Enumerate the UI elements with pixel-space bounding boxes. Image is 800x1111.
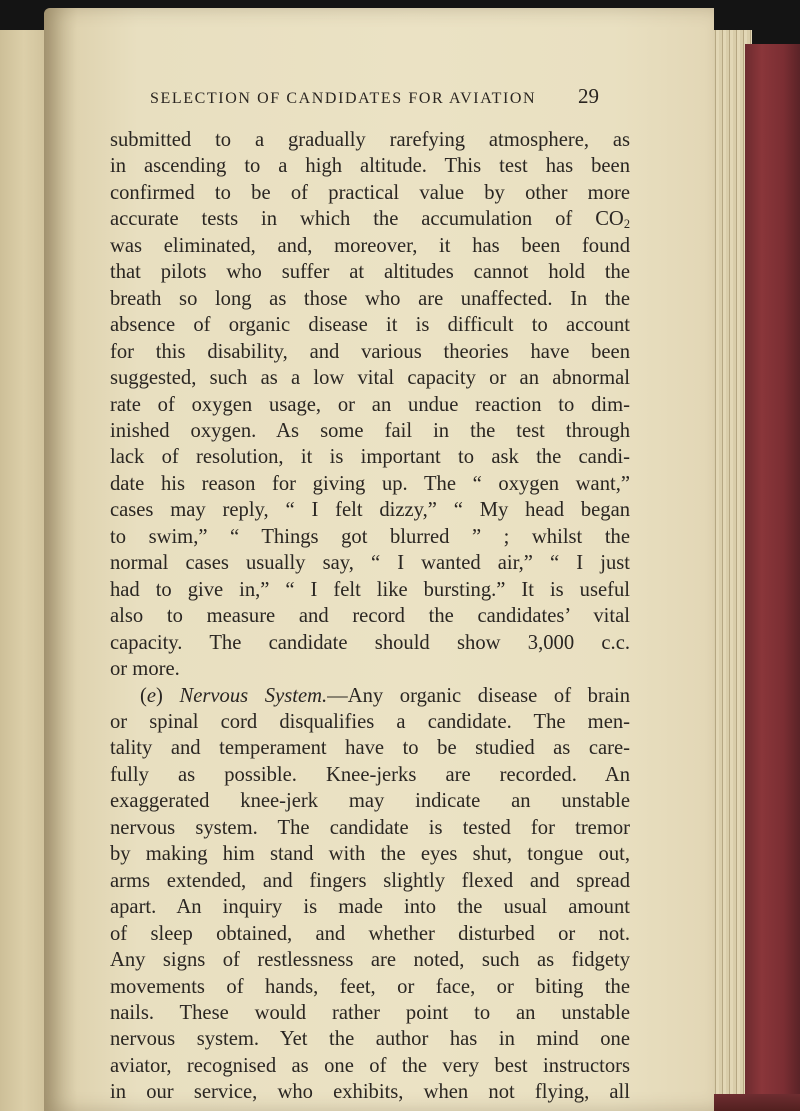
text-line: [110, 206, 630, 232]
running-head: SELECTION OF CANDIDATES FOR AVIATION: [150, 90, 537, 107]
text-line: by making him stand with the eyes shut, tongue out,: [110, 843, 630, 866]
text-fragment: —Any organic disease of brain: [327, 684, 630, 707]
text-line: inished oxygen. As some fail in the test through: [110, 419, 630, 442]
text-line: breath so long as those who are unaffected. In the: [110, 287, 630, 310]
text-line: was eliminated, and, moreover, it has been found: [110, 234, 630, 257]
text-fragment: accurate tests in which the accumulation of CO: [110, 208, 624, 231]
text-line: of sleep obtained, and whether disturbed or not.: [110, 922, 630, 945]
text-line: nervous system. The candidate is tested for tremor: [110, 816, 630, 839]
text-line: in our service, who exhibits, when not flying, all: [110, 1081, 630, 1104]
text-line: for this disability, and various theories have been: [110, 340, 630, 363]
section-title: Nervous System.: [179, 684, 328, 707]
text-line: or more.: [110, 658, 180, 681]
text-line: submitted to a gradually rarefying atmosphere, as: [110, 129, 630, 151]
body-text: [110, 127, 630, 1106]
text-line: movements of hands, feet, or face, or biting the: [110, 975, 630, 998]
text-line: fully as possible. Knee-jerks are recorded. An: [110, 763, 630, 786]
text-line: cases may reply, “ I felt dizzy,” “ My head began: [110, 499, 630, 522]
text-line: suggested, such as a low vital capacity or an abnormal: [110, 367, 630, 390]
text-line: exaggerated knee-jerk may indicate an unstable: [110, 790, 630, 813]
text-line: nails. These would rather point to an unstable: [110, 1001, 630, 1024]
text-line: aviator, recognised as one of the very best instructors: [110, 1054, 630, 1077]
text-line: that pilots who suffer at altitudes cannot hold the: [110, 261, 630, 284]
book-cover: [745, 44, 800, 1111]
section-heading-line: [110, 683, 630, 709]
text-line: had to give in,” “ I felt like bursting.” It is useful: [110, 578, 630, 601]
text-line: absence of organic disease it is difficult to account: [110, 314, 630, 337]
text-line: tality and temperament have to be studied as care-: [110, 737, 630, 760]
text-line: apart. An inquiry is made into the usual amount: [110, 896, 630, 919]
text-line: in ascending to a high altitude. This test has been: [110, 155, 630, 178]
co2-subscript: 2: [623, 217, 630, 232]
text-line: to swim,” “ Things got blurred ” ; whilst the: [110, 525, 630, 548]
text-line: date his reason for giving up. The “ oxygen want,”: [110, 472, 630, 495]
text-line: lack of resolution, it is important to ask the candi-: [110, 446, 630, 469]
section-label: (e): [140, 684, 180, 707]
text-line: or spinal cord disqualifies a candidate. The men-: [110, 710, 630, 733]
text-line: also to measure and record the candidates’ vital: [110, 605, 630, 628]
text-line: normal cases usually say, “ I wanted air,” “ I just: [110, 552, 630, 575]
page-number: 29: [578, 84, 599, 108]
text-line: confirmed to be of practical value by other more: [110, 181, 630, 204]
text-line: arms extended, and fingers slightly flexed and spread: [110, 869, 630, 892]
text-line: nervous system. Yet the author has in mind one: [110, 1028, 630, 1051]
section-letter: e: [146, 684, 156, 707]
text-line: rate of oxygen usage, or an undue reaction to dim-: [110, 393, 630, 416]
text-line: Any signs of restlessness are noted, such as fidgety: [110, 949, 630, 972]
text-line: capacity. The candidate should show 3,000 c.c.: [110, 631, 630, 654]
